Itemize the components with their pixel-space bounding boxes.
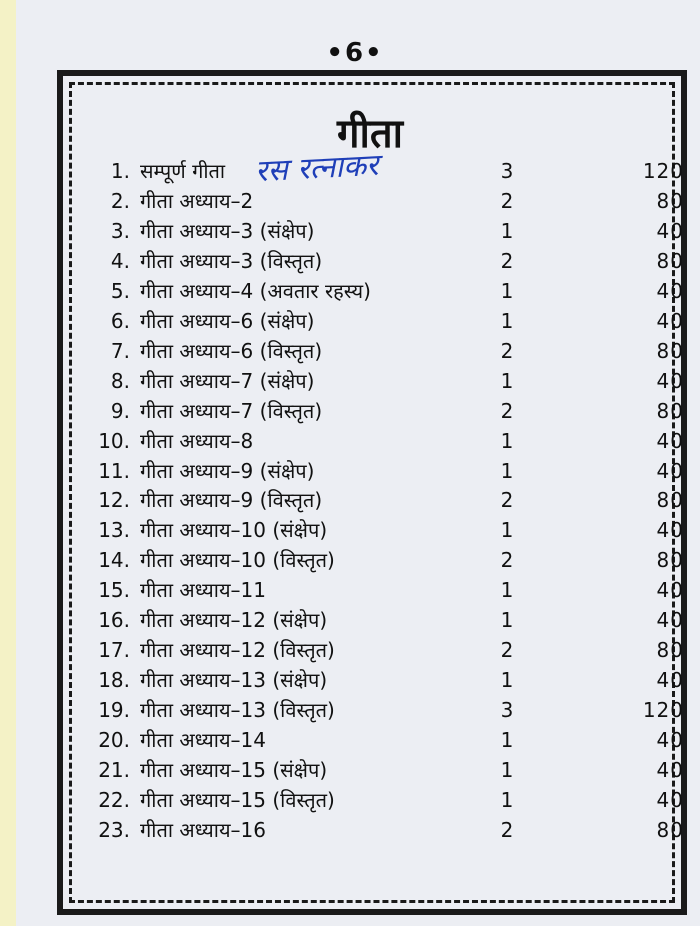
item-number: 15. <box>98 578 130 603</box>
item-quantity: 3 <box>500 159 514 183</box>
item-quantity: 1 <box>500 428 514 453</box>
item-quantity: 1 <box>500 518 514 543</box>
item-number: 1. <box>110 159 130 183</box>
list-item <box>0 217 700 245</box>
list-item <box>0 786 700 814</box>
item-quantity: 1 <box>500 308 514 333</box>
list-item <box>0 427 700 455</box>
item-number: 21. <box>98 758 130 782</box>
item-number: 20. <box>98 728 130 753</box>
item-name: गीता अध्याय–7 (संक्षेप) <box>140 368 315 393</box>
section-title: गीता <box>336 111 404 157</box>
item-name: गीता अध्याय–12 (विस्तृत) <box>140 638 335 663</box>
item-name: गीता अध्याय–9 (विस्तृत) <box>140 488 323 513</box>
list-item <box>0 636 700 664</box>
item-number: 4. <box>110 248 130 273</box>
item-price: 80 <box>656 338 684 363</box>
list-item <box>0 277 700 305</box>
item-number: 14. <box>98 548 130 573</box>
item-name: गीता अध्याय–13 (विस्तृत) <box>140 698 335 723</box>
list-item <box>0 367 700 395</box>
item-name: गीता अध्याय–3 (विस्तृत) <box>140 248 323 273</box>
item-name: गीता अध्याय–13 (संक्षेप) <box>140 668 328 693</box>
item-number: 16. <box>98 608 130 633</box>
item-quantity: 1 <box>500 368 514 393</box>
list-item <box>0 457 700 485</box>
item-name: गीता अध्याय–12 (संक्षेप) <box>140 608 328 633</box>
item-name: गीता अध्याय–10 (संक्षेप) <box>140 518 328 543</box>
item-price: 80 <box>656 548 684 573</box>
list-item <box>0 516 700 544</box>
item-quantity: 2 <box>500 338 514 363</box>
item-quantity: 1 <box>500 218 514 243</box>
item-number: 18. <box>98 668 130 693</box>
item-quantity: 3 <box>500 698 514 723</box>
list-item <box>0 666 700 694</box>
item-price: 80 <box>656 248 684 273</box>
item-quantity: 1 <box>500 787 514 812</box>
item-price: 40 <box>656 758 684 782</box>
list-item <box>0 756 700 784</box>
list-item <box>0 606 700 634</box>
list-item <box>0 337 700 365</box>
item-price: 40 <box>656 458 684 483</box>
item-price: 80 <box>656 817 684 842</box>
item-quantity: 1 <box>500 458 514 483</box>
item-name: गीता अध्याय–15 (संक्षेप) <box>140 758 328 782</box>
item-name: गीता अध्याय–7 (विस्तृत) <box>140 398 323 423</box>
list-item <box>0 247 700 275</box>
item-number: 17. <box>98 638 130 663</box>
item-quantity: 1 <box>500 668 514 693</box>
item-quantity: 1 <box>500 578 514 603</box>
item-number: 11. <box>98 458 130 483</box>
item-name: गीता अध्याय–16 <box>140 817 267 842</box>
item-number: 22. <box>98 787 130 812</box>
handwritten-note: रस रत्नाकर <box>254 147 380 190</box>
item-quantity: 2 <box>500 188 514 213</box>
item-quantity: 2 <box>500 638 514 663</box>
item-price: 40 <box>656 728 684 753</box>
item-quantity: 2 <box>500 398 514 423</box>
item-number: 23. <box>98 817 130 842</box>
list-item <box>0 546 700 574</box>
item-number: 6. <box>110 308 130 333</box>
item-quantity: 2 <box>500 488 514 513</box>
item-quantity: 1 <box>500 728 514 753</box>
item-price: 120 <box>642 698 684 723</box>
item-number: 10. <box>98 428 130 453</box>
list-item <box>0 486 700 514</box>
item-name: गीता अध्याय–6 (विस्तृत) <box>140 338 323 363</box>
item-price: 40 <box>656 668 684 693</box>
item-name: गीता अध्याय–14 <box>140 728 267 753</box>
item-name: सम्पूर्ण गीता <box>140 159 226 183</box>
list-item <box>0 696 700 724</box>
item-name: गीता अध्याय–2 <box>140 188 254 213</box>
item-name: गीता अध्याय–15 (विस्तृत) <box>140 787 335 812</box>
item-name: गीता अध्याय–11 <box>140 578 267 603</box>
list-item <box>0 187 700 215</box>
list-item <box>0 307 700 335</box>
list-item <box>0 576 700 604</box>
item-price: 120 <box>642 159 684 183</box>
item-name: गीता अध्याय–8 <box>140 428 254 453</box>
item-number: 8. <box>110 368 130 393</box>
list-item <box>0 397 700 425</box>
item-quantity: 1 <box>500 758 514 782</box>
list-item <box>0 726 700 754</box>
item-number: 13. <box>98 518 130 543</box>
item-price: 40 <box>656 308 684 333</box>
item-price: 40 <box>656 368 684 393</box>
item-name: गीता अध्याय–4 (अवतार रहस्य) <box>140 278 371 303</box>
item-number: 9. <box>110 398 130 423</box>
item-quantity: 2 <box>500 548 514 573</box>
item-price: 40 <box>656 578 684 603</box>
item-number: 2. <box>110 188 130 213</box>
item-price: 80 <box>656 488 684 513</box>
item-price: 80 <box>656 188 684 213</box>
item-name: गीता अध्याय–9 (संक्षेप) <box>140 458 315 483</box>
item-quantity: 1 <box>500 608 514 633</box>
item-price: 40 <box>656 428 684 453</box>
item-price: 80 <box>656 398 684 423</box>
page-number: •6• <box>326 38 384 68</box>
item-price: 40 <box>656 518 684 543</box>
item-number: 3. <box>110 218 130 243</box>
item-price: 80 <box>656 638 684 663</box>
item-number: 7. <box>110 338 130 363</box>
item-number: 12. <box>98 488 130 513</box>
item-quantity: 2 <box>500 817 514 842</box>
list-item <box>0 816 700 844</box>
item-number: 5. <box>110 278 130 303</box>
item-quantity: 1 <box>500 278 514 303</box>
item-price: 40 <box>656 608 684 633</box>
item-price: 40 <box>656 787 684 812</box>
list-item <box>0 157 700 185</box>
item-price: 40 <box>656 218 684 243</box>
item-quantity: 2 <box>500 248 514 273</box>
item-name: गीता अध्याय–6 (संक्षेप) <box>140 308 315 333</box>
item-price: 40 <box>656 278 684 303</box>
item-name: गीता अध्याय–10 (विस्तृत) <box>140 548 335 573</box>
item-number: 19. <box>98 698 130 723</box>
item-name: गीता अध्याय–3 (संक्षेप) <box>140 218 315 243</box>
